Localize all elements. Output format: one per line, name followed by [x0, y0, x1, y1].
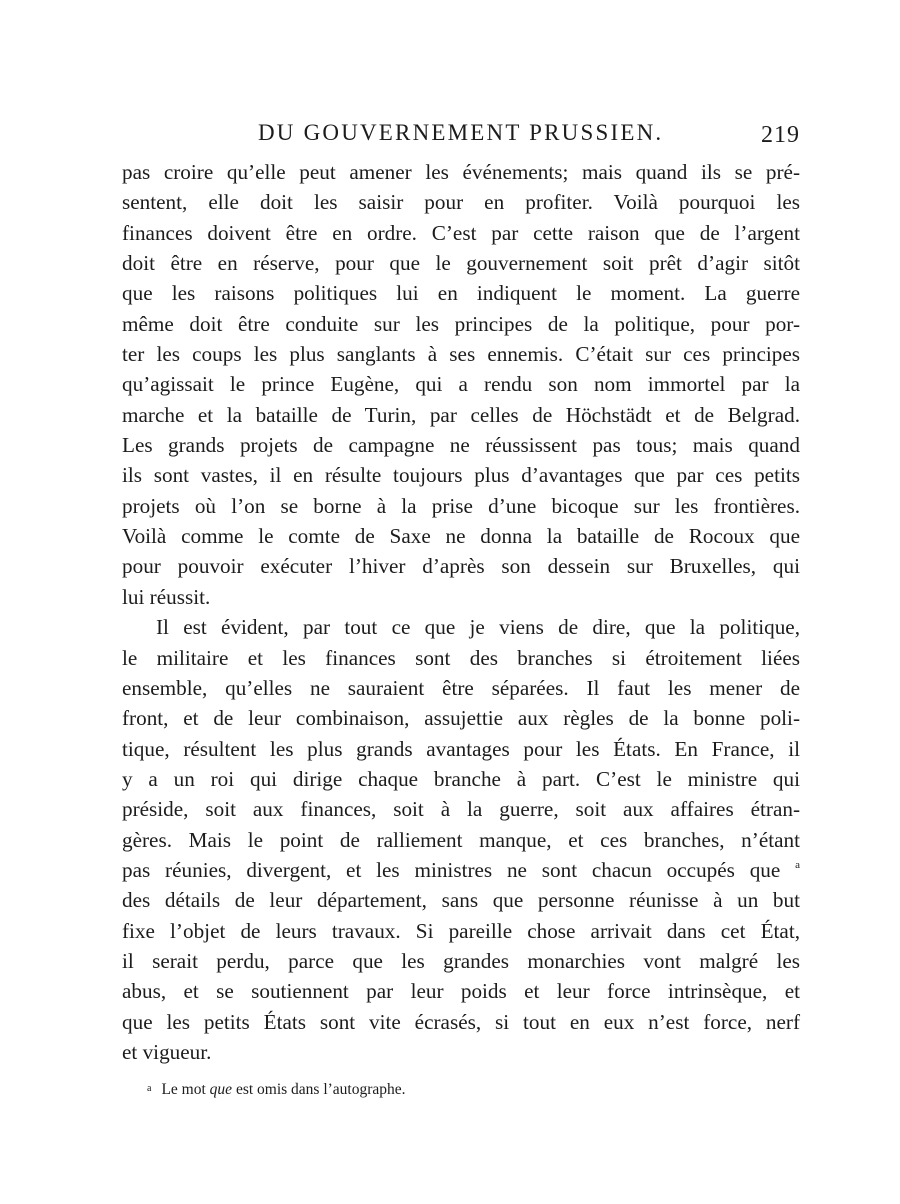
line-text: et vigueur. — [122, 1039, 212, 1064]
text-line — [122, 734, 800, 764]
line-text: Voilà comme le comte de Saxe ne donna la bataille de Rocoux que — [122, 524, 800, 549]
line-text: il serait perdu, parce que les grandes monarchies vont malgré les — [122, 948, 800, 973]
line-text: que les petits États sont vite écrasés, si tout en eux n’est force, nerf — [122, 1009, 800, 1034]
text-line — [122, 157, 800, 187]
line-text: Les grands projets de campagne ne réussissent pas tous; mais quand — [122, 433, 800, 458]
line-text: tique, résultent les plus grands avantages pour les États. En France, il — [122, 736, 800, 761]
text-line — [122, 916, 800, 946]
line-text: lui réussit. — [122, 584, 211, 609]
line-text: sentent, elle doit les saisir pour en profiter. Voilà pourquoi les — [122, 190, 800, 215]
paragraph — [122, 612, 800, 1067]
text-line — [122, 855, 800, 885]
line-text: abus, et se soutiennent par leur poids et leur force intrinsèque, et — [122, 979, 800, 1004]
line-text: doit être en réserve, pour que le gouvernement soit prêt d’agir sitôt — [122, 251, 800, 276]
footnote-reference: a — [795, 858, 801, 871]
line-text: y a un roi qui dirige chaque branche à part. C’est le ministre qui — [122, 766, 800, 791]
text-line — [122, 764, 800, 794]
line-text: ensemble, qu’elles ne sauraient être séparées. Il faut les mener de — [122, 675, 800, 700]
text-line — [122, 1007, 800, 1037]
text-line — [122, 794, 800, 824]
text-line — [122, 430, 800, 460]
footnote-text-before: Le mot — [161, 1081, 210, 1098]
text-line — [122, 309, 800, 339]
text-line — [122, 1037, 800, 1067]
text-line — [122, 521, 800, 551]
text-line — [122, 491, 800, 521]
line-text: gères. Mais le point de ralliement manque, et ces branches, n’étant — [122, 827, 800, 852]
running-head — [122, 118, 800, 154]
line-text: même doit être conduite sur les principes de la politique, pour por- — [122, 311, 800, 336]
text-line — [122, 339, 800, 369]
footnote-emphasis: que — [209, 1081, 233, 1098]
text-line — [122, 460, 800, 490]
page-number: 219 — [761, 122, 800, 148]
text-line — [122, 976, 800, 1006]
text-line — [122, 946, 800, 976]
text-line — [122, 612, 800, 642]
line-text: qu’agissait le prince Eugène, qui a rendu son nom immortel par la — [122, 372, 800, 397]
footnote-marker: a — [147, 1083, 152, 1094]
line-text: pas réunies, divergent, et les ministres ne sont chacun occupés que — [122, 857, 781, 882]
text-line — [122, 673, 800, 703]
line-text: ter les coups les plus sanglants à ses ennemis. C’était sur ces principes — [122, 342, 800, 367]
text-line — [122, 582, 800, 612]
footnote — [147, 1078, 787, 1101]
line-text: front, et de leur combinaison, assujettie aux règles de la bonne poli- — [122, 706, 800, 731]
text-line — [122, 551, 800, 581]
line-text: préside, soit aux finances, soit à la guerre, soit aux affaires étran- — [122, 797, 800, 822]
text-line — [122, 703, 800, 733]
text-line — [122, 187, 800, 217]
line-text: pour pouvoir exécuter l’hiver d’après son dessein sur Bruxelles, qui — [122, 554, 800, 579]
line-text: fixe l’objet de leurs travaux. Si pareille chose arrivait dans cet État, — [122, 918, 800, 943]
text-line — [122, 643, 800, 673]
line-text: le militaire et les finances sont des branches si étroitement liées — [122, 645, 800, 670]
text-line — [122, 248, 800, 278]
text-line — [122, 885, 800, 915]
line-text: Il est évident, par tout ce que je viens de dire, que la politique, — [156, 615, 800, 640]
text-line — [122, 278, 800, 308]
text-line — [122, 218, 800, 248]
line-text: marche et la bataille de Turin, par celles de Höchstädt et de Belgrad. — [122, 402, 800, 427]
line-text: que les raisons politiques lui en indiquent le moment. La guerre — [122, 281, 800, 306]
text-line — [122, 400, 800, 430]
text-line — [122, 825, 800, 855]
line-text: finances doivent être en ordre. C’est par cette raison que de l’argent — [122, 220, 800, 245]
line-text: pas croire qu’elle peut amener les événements; mais quand ils se pré- — [122, 160, 800, 184]
line-text: des détails de leur département, sans que personne réunisse à un but — [122, 888, 800, 913]
text-line — [122, 369, 800, 399]
paragraph — [122, 157, 800, 612]
running-title: DU GOUVERNEMENT PRUSSIEN. — [258, 120, 664, 145]
body-text — [122, 157, 800, 1067]
line-text: ils sont vastes, il en résulte toujours plus d’avantages que par ces petits — [122, 463, 800, 488]
footnote-text-after: est omis dans l’autographe. — [232, 1081, 406, 1098]
line-text: projets où l’on se borne à la prise d’une bicoque sur les frontières. — [122, 493, 800, 518]
